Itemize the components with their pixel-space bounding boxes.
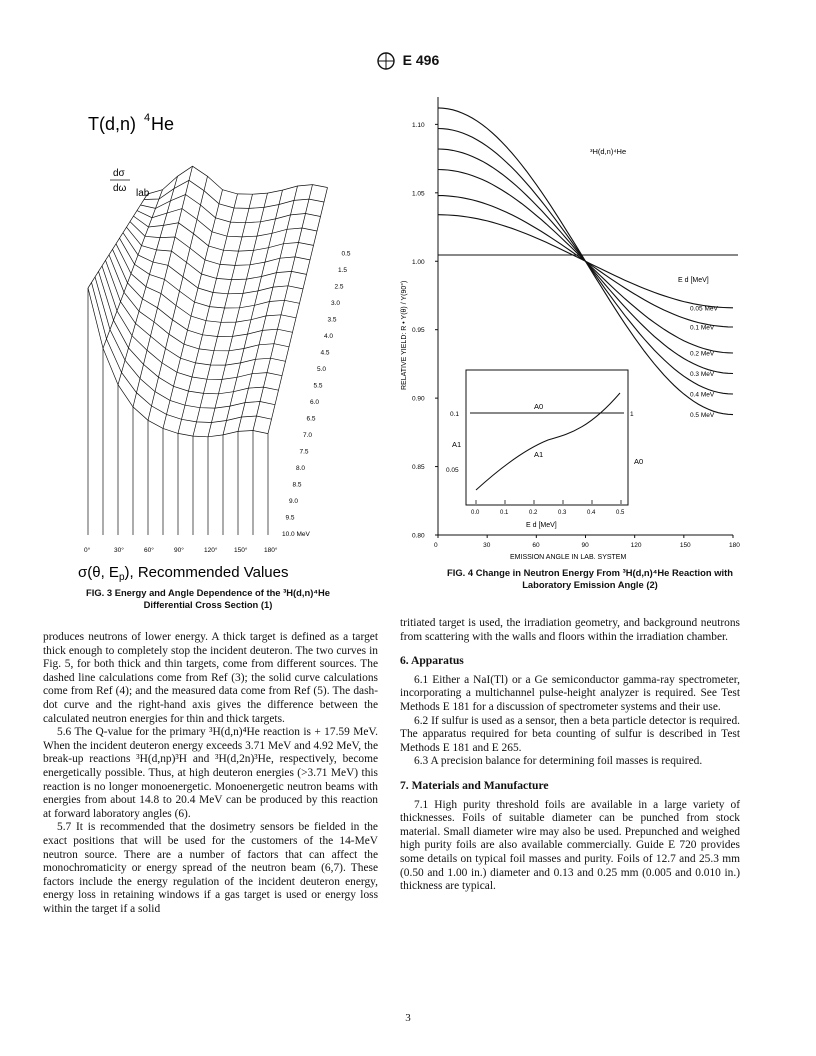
paragraph-5-5-cont: produces neutrons of lower energy. A thick target is defined as a target thick enough to completely stop the incident deuteron. The two curves in Fig. 5, for both thick and thin targets, come from different sources. The dashed line calculations come from Ref (3); the solid curve calculations come from Ref (4); and the measured data come from Ref (5). The dash-dot curve and the right-hand axis gives the difference between the calculated neutron energies for thin and thick targets. <box>43 631 378 725</box>
inset-y-right: 1 <box>630 411 634 418</box>
fig4-x-axis-title: EMISSION ANGLE IN LAB. SYSTEM <box>510 554 627 561</box>
fig3-dsig-num: dσ <box>113 168 125 179</box>
fig4-x-tick-label: 30 <box>483 542 491 549</box>
fig4-x-tick-label: 60 <box>532 542 540 549</box>
fig4-x-tick-label: 180 <box>729 542 740 549</box>
fig3-angle-label: 60° <box>144 547 154 554</box>
fig3-energy-curve <box>113 249 293 336</box>
inset-a1-curve: A1 <box>534 450 544 459</box>
fig3-energy-curve <box>148 166 328 194</box>
fig3-angle-label: 30° <box>114 547 124 554</box>
fig4-y-tick-label: 0.80 <box>412 532 425 540</box>
fig3-angle-label: 180° <box>264 547 278 554</box>
fig3-energy-curve <box>141 195 321 223</box>
fig3-angle-line <box>223 190 283 435</box>
figure-3-caption <box>30 587 386 611</box>
inset-x-tick-label: 0.1 <box>500 510 509 516</box>
page-number: 3 <box>405 1012 411 1024</box>
fig3-angle-line <box>178 194 238 434</box>
paragraph-5-6: 5.6 The Q-value for the primary ³H(d,n)⁴He reaction is + 17.59 MeV. When the incident deuteron energy exceeds 3.71 MeV and 4.92 MeV, the break-up reactions ³H(d,np)³H and ³H(d,2n)³He, respectively, become energetically possible. Thus, at high deuteron energies (>3.71 MeV) this reaction is no longer monoenergetic. Monoenergetic neutron beams with energies from about 14.8 to 20.4 MeV can be produced by this reaction at forward laboratory angles (6). <box>43 726 378 820</box>
fig3-energy-label: 2.5 <box>334 283 344 291</box>
inset-x-tick-label: 0.4 <box>587 510 596 516</box>
fig3-angle-label: 150° <box>234 547 248 554</box>
figure-4 <box>398 90 778 565</box>
paragraph-6-1: 6.1 Either a NaI(Tl) or a Ge semiconductor gamma-ray spectrometer, incorporating a multichannel pulse-height analyzer is required. See Test Methods E 181 for a discussion of spectrometer systems and their use. <box>400 673 740 713</box>
fig3-title-sup: 4 <box>144 112 151 124</box>
fig4-curve-label: 0.05 MeV <box>690 305 718 313</box>
fig3-energy-label: 3.0 <box>331 300 341 307</box>
paragraph-7-1: 7.1 High purity threshold foils are available in a large variety of thicknesses. Foils of suitable diameter can be punched from stock material. Small diameter wire may also be used. Prepunched and weighed high purity foils are also available commercially. Guide E 720 provides some details on typical foil masses and purity. Foils of 12.7 and 25.3 mm (0.50 and 1.00 in.) diameter and 0.13 and 0.25 mm (0.005 and 0.010 in.) thickness are typical. <box>400 798 740 893</box>
fig3-caption-line1: FIG. 3 Energy and Angle Dependence of the ³H(d,n)⁴He <box>86 587 330 598</box>
inset-x-tick-label: 0.3 <box>558 510 567 516</box>
figure-3 <box>58 80 380 600</box>
fig4-y-tick-label: 0.95 <box>412 327 425 335</box>
fig3-dsig-den: dω <box>113 183 127 194</box>
fig3-angle-line <box>208 193 268 437</box>
fig3-energy-curve <box>92 283 272 423</box>
inset-a1-axis: A1 <box>452 440 462 449</box>
fig4-reaction-label: ³H(d,n)⁴He <box>590 147 627 156</box>
fig3-energy-label: 5.5 <box>313 382 323 390</box>
fig3-angle-label: 90° <box>174 547 184 554</box>
left-column <box>43 631 378 916</box>
fig3-energy-label: 1.5 <box>338 267 348 274</box>
inset-x-tick-label: 0.5 <box>616 510 625 516</box>
fig3-energy-curve <box>88 288 268 437</box>
section-7-heading: 7. Materials and Manufacture <box>400 778 549 792</box>
fig3-energy-curve <box>123 233 303 294</box>
paragraph-6-3: 6.3 A precision balance for determining foil masses is required. <box>414 755 703 768</box>
fig3-energy-curve <box>134 216 314 251</box>
fig4-y-tick-label: 0.85 <box>412 464 425 472</box>
document-designation: E 496 <box>402 52 440 68</box>
fig4-y-tick-label: 1.05 <box>412 190 425 198</box>
fig4-x-tick-label: 120 <box>630 542 642 549</box>
fig3-energy-curve <box>120 238 300 308</box>
fig3-energy-label: 7.0 <box>303 432 313 439</box>
inset-x-tick-label: 0.0 <box>471 510 480 516</box>
fig3-title-T: T(d,n) <box>88 114 137 134</box>
fig3-energy-label: 0.5 <box>341 250 351 258</box>
fig4-curve-label: 0.1 MeV <box>690 324 715 332</box>
astm-logo-icon <box>377 52 395 70</box>
fig4-x-tick-label: 150 <box>679 542 691 549</box>
fig4-curve-label: 0.3 MeV <box>690 370 715 378</box>
inset-a0-top: A0 <box>534 402 544 411</box>
inset-y-0.1: 0.1 <box>450 411 460 418</box>
inset-x-tick-label: 0.2 <box>529 510 538 516</box>
fig3-angle-line <box>88 194 148 288</box>
fig4-curve <box>438 108 733 415</box>
fig3-angle-line <box>163 190 223 429</box>
fig3-angle-line <box>268 188 328 434</box>
inset-x-title: E d [MeV] <box>526 522 557 529</box>
page-header <box>0 52 816 70</box>
fig3-angle-line <box>118 176 178 384</box>
fig4-caption-line1: FIG. 4 Change in Neutron Energy From ³H(d,n)⁴He Reaction with <box>447 567 733 578</box>
fig3-energy-label: 10.0 MeV <box>282 531 310 538</box>
paragraph-6-2: 6.2 If sulfur is used as a sensor, then a beta particle detector is required. The apparatus required for beta counting of sulfur is described in Test Methods E 181 and E 265. <box>400 714 740 754</box>
paragraph-5-7: 5.7 It is recommended that the dosimetry sensors be fielded in the exact positions that will be used for the customers of the 14-MeV neutron source. There are a number of factors that can affect the monochromaticity or energy spread of the neutron beam (6,7). These factors include the energy regulation of the incident deuteron energy, energy loss in retaining windows if a gas target is used or energy loss within the target if a solid <box>43 821 378 915</box>
fig3-sigma-label: σ(θ, $E_p$), Recommended Values <box>78 564 289 583</box>
fig3-energy-curve <box>144 180 324 208</box>
fig4-curve-label: 0.5 MeV <box>690 412 715 420</box>
fig3-angle-line <box>148 176 208 420</box>
figure-4-plot <box>398 90 778 565</box>
fig4-y-tick-label: 1.10 <box>412 121 425 129</box>
fig4-x-tick-label: 90 <box>581 542 589 549</box>
fig3-angle-label: 120° <box>204 547 218 554</box>
fig4-y-tick-label: 0.90 <box>412 395 425 403</box>
fig3-energy-label: 6.5 <box>306 415 316 423</box>
section-6-heading: 6. Apparatus <box>400 654 464 668</box>
fig4-curve-label: 0.2 MeV <box>690 350 715 358</box>
fig3-caption-line2: Differential Cross Section (1) <box>143 599 273 610</box>
fig4-curve-label: 0.4 MeV <box>690 391 715 399</box>
fig3-energy-label: 9.5 <box>285 514 295 522</box>
paragraph-5-7-cont: tritiated target is used, the irradiation geometry, and background neutrons from scattering with the walls and floors within the irradiation chamber. <box>400 617 740 643</box>
figure-4-caption <box>400 567 780 591</box>
fig4-x-tick-label: 0 <box>434 542 438 549</box>
fig4-ed-header: E d [MeV] <box>678 277 709 284</box>
fig3-energy-label: 9.0 <box>289 498 299 505</box>
fig4-caption-line2: Laboratory Emission Angle (2) <box>522 579 658 590</box>
fig3-energy-label: 7.5 <box>299 448 309 456</box>
fig3-energy-curve <box>127 227 307 279</box>
fig3-energy-curve <box>109 255 289 351</box>
inset-a0-right: A0 <box>634 457 644 466</box>
fig4-y-tick-label: 1.00 <box>412 258 425 266</box>
fig3-title-He: He <box>151 114 175 134</box>
fig4-y-axis-title: RELATIVE YIELD: R • Y(θ) / Y(90°) <box>401 280 408 390</box>
right-column <box>400 617 740 894</box>
fig3-energy-label: 4.5 <box>320 349 330 357</box>
fig3-energy-curve <box>106 260 286 365</box>
fig3-energy-label: 5.0 <box>317 366 327 373</box>
inset-y-0.05: 0.05 <box>446 467 459 474</box>
fig3-energy-label: 6.0 <box>310 399 320 406</box>
fig3-energy-label: 3.5 <box>327 316 337 324</box>
fig3-energy-label: 8.5 <box>292 481 302 489</box>
fig3-dsig-sub: lab <box>136 188 150 199</box>
fig4-inset <box>446 370 643 529</box>
fig3-energy-label: 8.0 <box>296 465 306 472</box>
fig3-energy-label: 4.0 <box>324 333 334 340</box>
fig3-angle-line <box>193 194 253 436</box>
fig3-angle-label: 0° <box>84 547 91 554</box>
figure-3-plot <box>58 80 380 600</box>
